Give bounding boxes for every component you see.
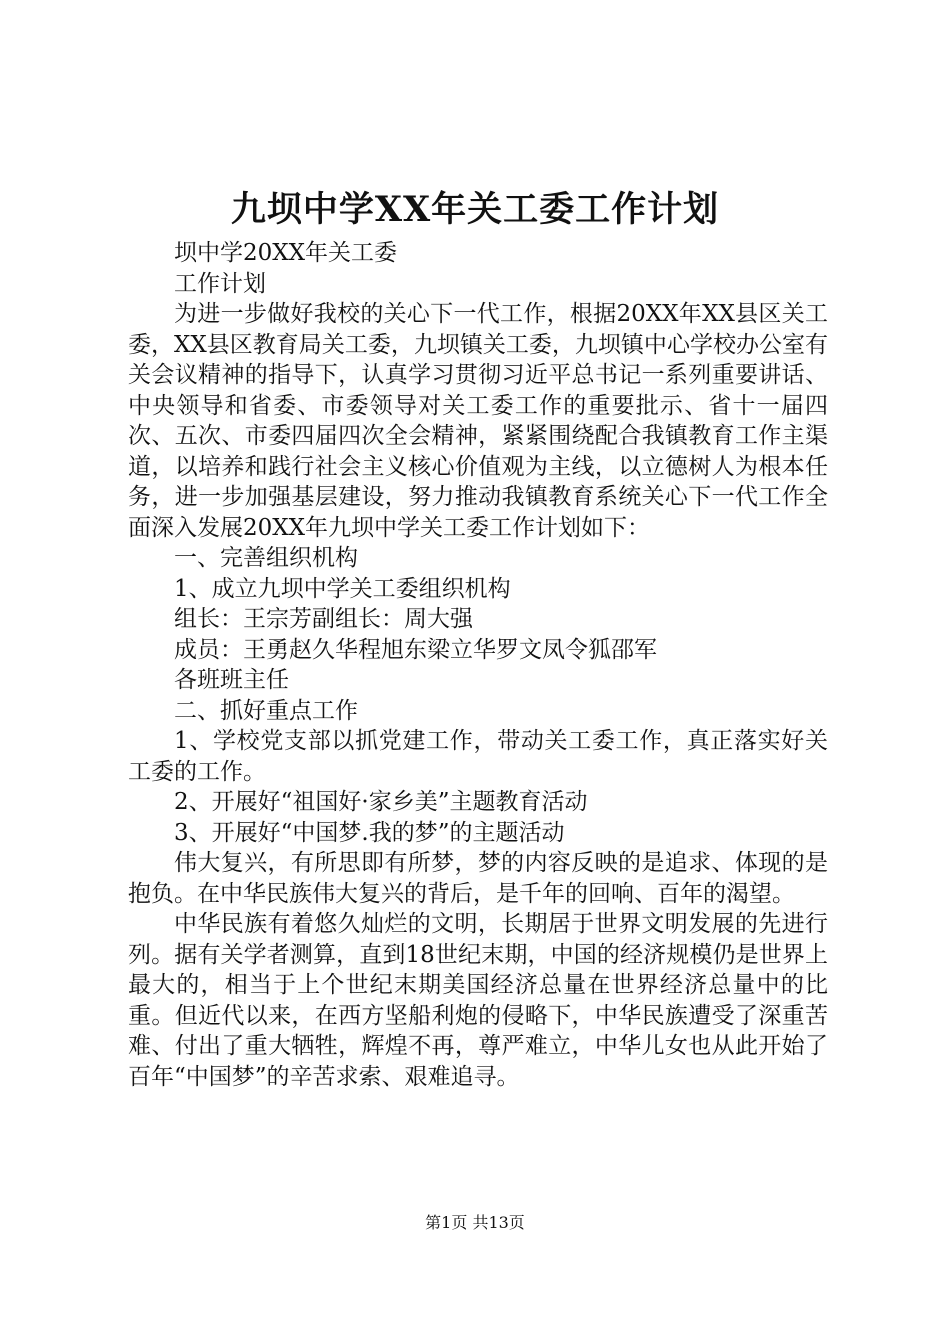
section-heading-key-work: 二、抓好重点工作 [174,697,358,724]
paragraph-key-work-2: 2、开展好“祖国好·家乡美”主题教育活动 [174,789,588,815]
paragraph-class-teachers: 各班班主任 [174,667,289,693]
paragraph-members: 成员：王勇赵久华程旭东梁立华罗文凤令狐邵军 [174,636,657,663]
paragraph-leaders: 组长：王宗芳副组长：周大强 [174,606,473,632]
paragraph-key-work-3: 3、开展好“中国梦.我的梦”的主题活动 [174,819,565,846]
document-title: 九坝中学XX年关工委工作计划 [230,189,720,230]
paragraph-key-work-1: 1、学校党支部以抓党建工作，带动关工委工作，真正落实好关工委的工作。 [128,728,828,785]
page-number: 第1页 共13页 [425,1213,525,1232]
paragraph-history: 中华民族有着悠久灿烂的文明，长期居于世界文明发展的先进行列。据有关学者测算，直到18世纪末期，中国的经济规模仍是世界上最大的，相当于上个世纪末期美国经济总量在世界经济总量中的比重。但近代以来，在西方坚船利炮的侵略下，中华民族遭受了深重苦难、付出了重大牺牲，辉煌不再，尊严难立，中华儿女也从此开始了百年“中国梦”的辛苦求索、艰难追寻。 [128,911,828,1090]
section-heading-organization: 一、完善组织机构 [174,545,358,571]
paragraph-intro: 为进一步做好我校的关心下一代工作，根据20XX年XX县区关工委，XX县区教育局关工委，九坝镇关工委，九坝镇中心学校办公室有关会议精神的指导下，认真学习贯彻习近平总书记一系列重要讲话、中央领导和省委、市委领导对关工委工作的重要批示、省十一届四次、五次、市委四届四次全会精神，紧紧围绕配合我镇教育工作主渠道，以培养和践行社会主义核心价值观为主线，以立德树人为根本任务，进一步加强基层建设，努力推动我镇教育系统关心下一代工作全面深入发展20XX年九坝中学关工委工作计划如下： [128,301,828,541]
paragraph-organization-item: 1、成立九坝中学关工委组织机构 [174,575,511,602]
document-body [128,238,828,1092]
paragraph-school-name: 坝中学20XX年关工委 [174,240,398,266]
paragraph-revival: 伟大复兴，有所思即有所梦，梦的内容反映的是追求、体现的是抱负。在中华民族伟大复兴的背后，是千年的回响、百年的渴望。 [128,850,828,907]
paragraph-plan-label: 工作计划 [174,270,266,297]
